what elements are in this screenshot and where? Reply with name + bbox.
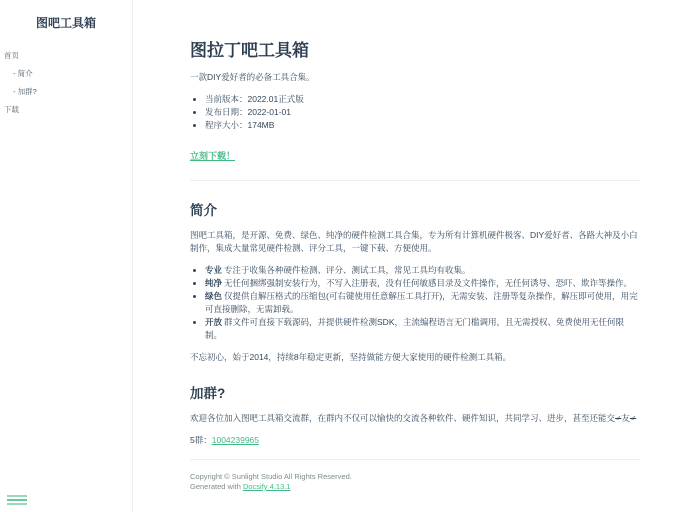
sidebar-item-intro[interactable]: - 简介 bbox=[0, 65, 132, 83]
strikethrough-text: ♂ bbox=[615, 413, 622, 423]
main-content bbox=[134, 0, 688, 512]
qq-group-number-link[interactable]: 1004239965 bbox=[211, 435, 260, 445]
sidebar-item-join-group[interactable]: - 加群? bbox=[0, 83, 132, 101]
qq-group-label: 5群： bbox=[190, 435, 212, 445]
footer-generated-prefix: Generated with bbox=[190, 482, 243, 491]
sidebar-item-home[interactable]: 首页 bbox=[4, 51, 19, 60]
feature-term: 纯净 bbox=[205, 278, 223, 288]
footer-copyright: Copyright © Sunlight Studio All Rights Reserved. bbox=[190, 472, 352, 481]
feature-list bbox=[190, 264, 640, 342]
feature-term: 开放 bbox=[205, 317, 223, 327]
qq-group-line bbox=[190, 434, 640, 447]
sidebar bbox=[0, 0, 133, 512]
feature-desc: 仅提供自解压格式的压缩包(可右键使用任意解压工具打开)，无需安装、注册等复杂操作，解压即可使用，用完可直接删除，无需卸载。 bbox=[205, 291, 638, 314]
sidebar-item-download[interactable]: 下载 bbox=[4, 105, 19, 114]
sidebar-nav bbox=[0, 47, 132, 119]
feature-desc: 群文件可直接下载源码，并提供硬件检测SDK，主流编程语言无门槛调用，且无需授权、免费使用无任何限制。 bbox=[205, 317, 624, 340]
strikethrough-text: ♂ bbox=[629, 413, 637, 423]
feature-desc: 专注于收集各种硬件检测、评分、测试工具，常见工具均有收集。 bbox=[224, 265, 471, 275]
download-link[interactable]: 立刻下载！ bbox=[190, 151, 236, 161]
feature-desc: 无任何捆绑强制安装行为，不写入注册表，没有任何敏感目录及文件操作，无任何诱导、恐吓、欺诈等操作。 bbox=[224, 278, 633, 288]
feature-item-pure bbox=[205, 277, 640, 290]
meta-list bbox=[190, 93, 640, 132]
intro-paragraph: 图吧工具箱，是开源、免费、绿色、纯净的硬件检测工具合集，专为所有计算机硬件极客、DIY爱好者、各路大神及小白制作，集成大量常见硬件检测、评分工具，一键下载、方便使用。 bbox=[190, 230, 638, 253]
page-footer bbox=[190, 472, 640, 492]
sidebar-toggle-button[interactable] bbox=[7, 493, 29, 507]
divider bbox=[190, 180, 640, 181]
section-heading-join-group: 加群? bbox=[190, 386, 226, 401]
group-invite-mid: 友 bbox=[621, 413, 630, 423]
footer-generated-line bbox=[190, 482, 640, 492]
group-invite-paragraph bbox=[190, 412, 640, 425]
section-heading-intro: 简介 bbox=[190, 203, 217, 218]
hamburger-icon bbox=[7, 495, 29, 506]
app-name[interactable]: 图吧工具箱 bbox=[35, 16, 96, 30]
footer-divider bbox=[190, 459, 640, 460]
meta-item-release-date: • 发布日期：2022-01-01 bbox=[205, 106, 640, 119]
docsify-link[interactable]: Docsify 4.13.1 bbox=[242, 482, 291, 491]
meta-item-size: • 程序大小：174MB bbox=[205, 119, 640, 132]
meta-item-version: • 当前版本：2022.01正式版 bbox=[205, 93, 640, 106]
feature-item-professional bbox=[205, 264, 640, 277]
intro-closing: 不忘初心，始于2014，持续8年稳定更新，坚持做能方便大家使用的硬件检测工具箱。 bbox=[190, 352, 512, 362]
page-title: 图拉丁吧工具箱 bbox=[190, 41, 309, 60]
page-subtitle: 一款DIY爱好者的必备工具合集。 bbox=[190, 72, 315, 82]
group-invite-text: 欢迎各位加入图吧工具箱交流群，在群内不仅可以愉快的交流各种软件、硬件知识，共同学习、进步，甚至还能交 bbox=[190, 413, 616, 423]
feature-term: 专业 bbox=[205, 265, 223, 275]
feature-item-open bbox=[205, 316, 640, 342]
feature-item-green bbox=[205, 290, 640, 316]
feature-term: 绿色 bbox=[205, 291, 223, 301]
